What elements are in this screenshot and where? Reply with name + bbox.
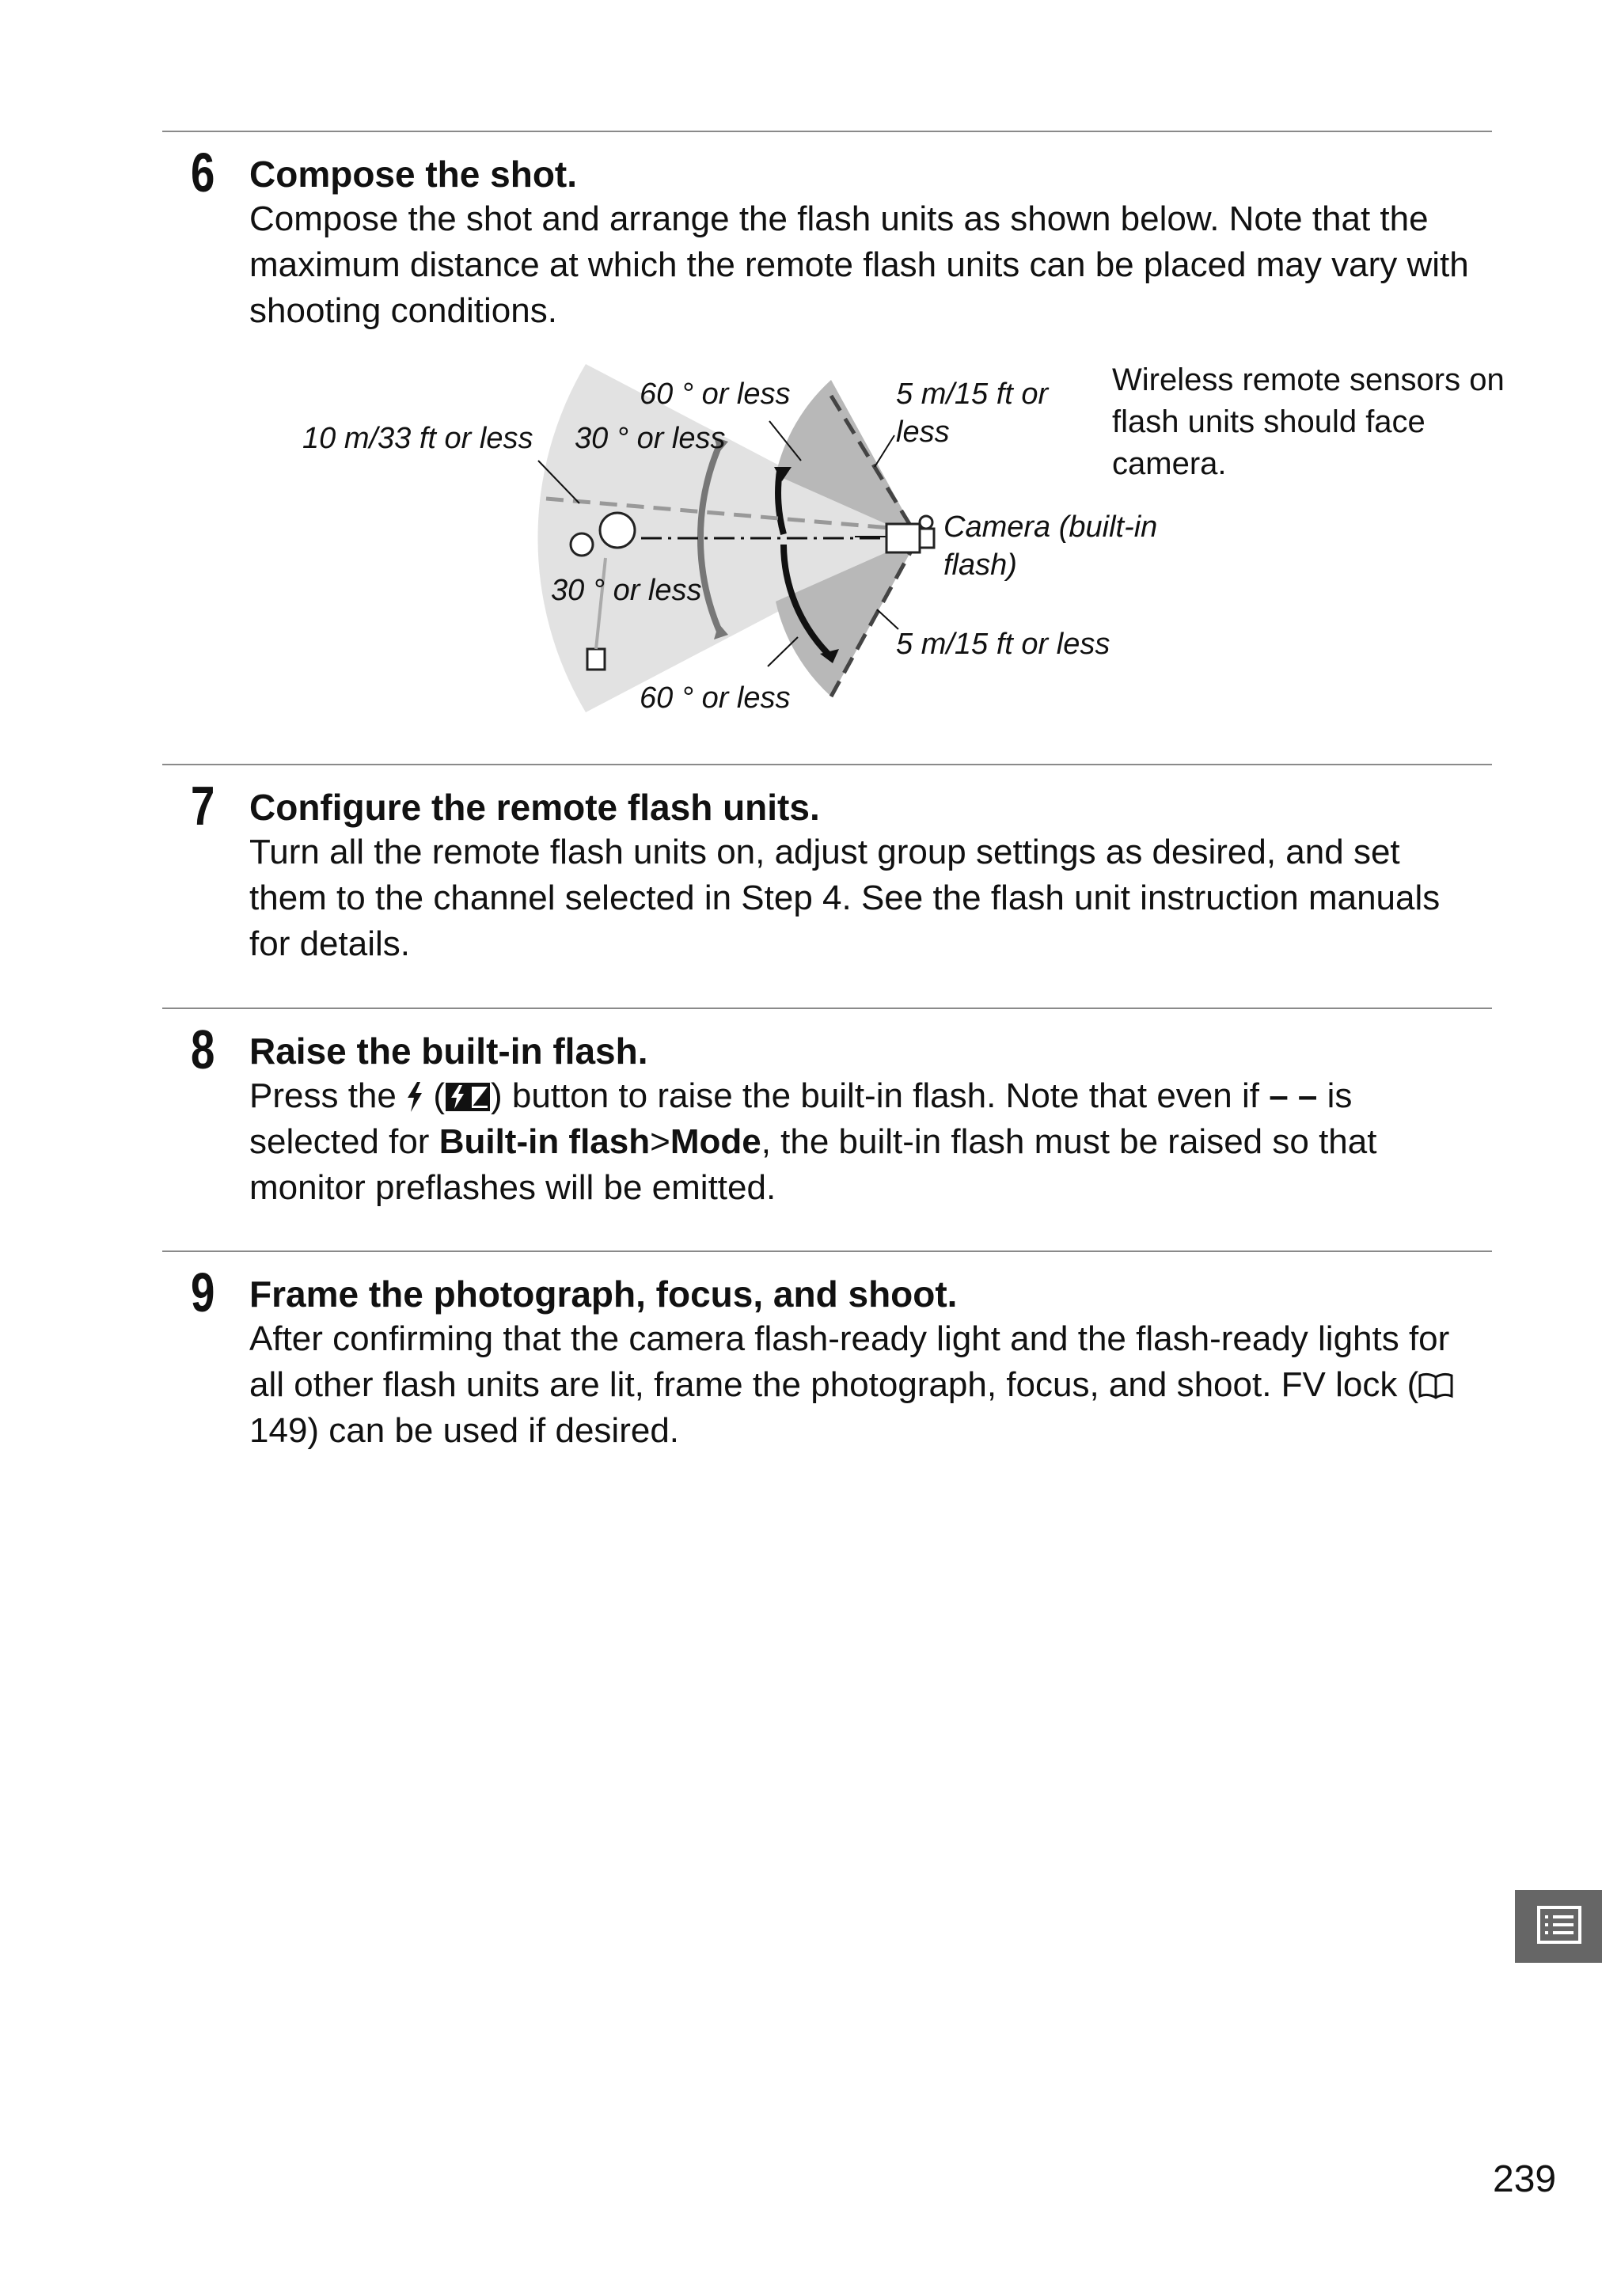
book-icon (1418, 1372, 1453, 1399)
section-divider (162, 131, 1492, 132)
label-30-degree-bottom: 30 ° or less (551, 574, 702, 607)
step-body: Turn all the remote flash units on, adjust group settings as desired, and set them to the channel selected in Step 4. See the flash unit instruction manuals for details. (249, 833, 1441, 963)
label-5m-top: 5 m/15 ft or less (896, 378, 1049, 449)
step-body: Compose the shot and arrange the flash units as shown below. Note that the maximum distance at which the remote flash units can be placed may vary with shooting conditions. (249, 199, 1469, 330)
sensor-note: Wireless remote sensors on flash units should face camera. (1112, 362, 1505, 481)
step-title: Frame the photograph, focus, and shoot. (249, 1273, 958, 1315)
step-body: After confirming that the camera flash-ready light and the flash-ready lights for all other flash units are lit, frame the photograph, focus, and shoot. FV lock (149) can be used if desired. (249, 1316, 1484, 1454)
section-divider (162, 1250, 1492, 1252)
flash-icon (406, 1082, 423, 1112)
leader-line (768, 637, 798, 666)
label-camera: Camera (built-in flash) (943, 510, 1158, 582)
label-30-degree-top: 30 ° or less (575, 422, 726, 455)
flash-compensation-icon (445, 1082, 491, 1112)
section-divider (162, 764, 1492, 765)
step-number: 7 (191, 775, 215, 837)
page-reference[interactable]: 149 (249, 1411, 308, 1450)
label-60-degree-bottom: 60 ° or less (640, 681, 791, 715)
section-divider (162, 1008, 1492, 1009)
flash-placement-diagram (285, 348, 1505, 744)
page-number: 239 (1493, 2158, 1557, 2200)
label-5m-bottom: 5 m/15 ft or less (896, 628, 1110, 661)
step-number: 6 (191, 142, 215, 203)
menu-list-icon (1515, 1890, 1602, 1963)
leader-line (875, 435, 894, 467)
step-title: Configure the remote flash units. (249, 787, 820, 828)
step-title: Compose the shot. (249, 154, 578, 195)
menu-list-tab[interactable] (1515, 1890, 1602, 1963)
label-60-degree-top: 60 ° or less (640, 378, 791, 411)
step-number: 9 (191, 1262, 215, 1323)
step-body: Press the ( ) button to raise the built-in flash. Note that even if – – is selected for Built-in flash>Mode, the built-in flash must be raised so that monitor preflashes will be emitted. (249, 1076, 1377, 1207)
label-10m: 10 m/33 ft or less (302, 422, 533, 455)
step-title: Raise the built-in flash. (249, 1030, 648, 1072)
step-number: 8 (191, 1019, 215, 1080)
leader-line (877, 609, 898, 629)
